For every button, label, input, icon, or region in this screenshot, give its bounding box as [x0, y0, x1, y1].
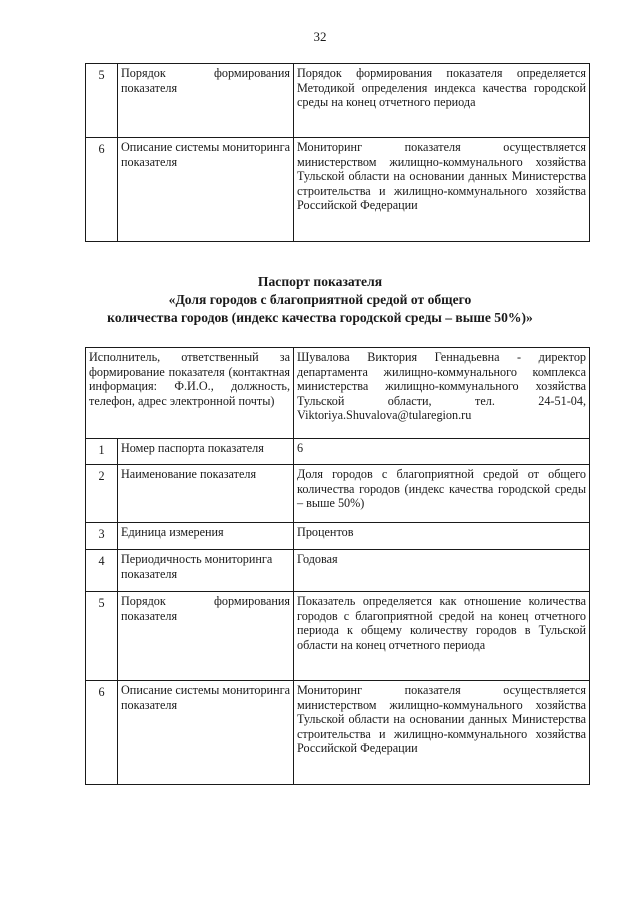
continued-indicator-table: [85, 63, 590, 242]
table-row: [86, 592, 590, 681]
row-value: Годовая: [294, 550, 590, 592]
row-label: Наименование показателя: [118, 465, 294, 523]
row-value: Процентов: [294, 523, 590, 550]
table-row: [86, 439, 590, 465]
table-row: [86, 681, 590, 785]
row-value: Мониторинг показателя осуществляется министерством жилищно-коммунального хозяйства Тульской области на основании данных Министерства строительства и жилищно-коммунального хозяйства Российской Федерации: [294, 138, 590, 242]
passport-subtitle-line2: количества городов (индекс качества городской среды – выше 50%)»: [107, 310, 533, 325]
row-number: 2: [86, 465, 118, 523]
row-number: 1: [86, 439, 118, 465]
row-label: Единица измерения: [118, 523, 294, 550]
row-label: Описание системы мониторинга показателя: [118, 681, 294, 785]
executor-value: Шувалова Виктория Геннадьевна - директор департамента жилищно-коммунального комплекса министерства жилищно-коммунального хозяйства Тульской области, тел. 24-51-04, Viktoriya.Shuvalova@tularegion.ru: [294, 348, 590, 439]
page-number: 32: [313, 29, 327, 44]
table-row: [86, 523, 590, 550]
passport-heading: [0, 273, 640, 327]
table-row: [86, 550, 590, 592]
row-value: Порядок формирования показателя определяется Методикой определения индекса качества городской среды на конец отчетного периода: [294, 64, 590, 138]
row-value: Показатель определяется как отношение количества городов с благоприятной средой на конец отчетного периода к общему количеству городов в Тульской области на конец отчетного периода: [294, 592, 590, 681]
row-number: 3: [86, 523, 118, 550]
passport-title: Паспорт показателя: [257, 274, 383, 289]
table-row: [86, 64, 590, 138]
row-value: Доля городов с благоприятной средой от общего количества городов (индекс качества городской среды – выше 50%): [294, 465, 590, 523]
row-label: Описание системы мониторинга показателя: [118, 138, 294, 242]
table-row: [86, 138, 590, 242]
row-label: Периодичность мониторинга показателя: [118, 550, 294, 592]
row-number: 6: [86, 681, 118, 785]
executor-label: Исполнитель, ответственный за формирование показателя (контактная информация: Ф.И.О., должность, телефон, адрес электронной почты): [86, 348, 294, 439]
row-number: 6: [86, 138, 118, 242]
executor-row: [86, 348, 590, 439]
passport-table: [85, 347, 590, 785]
row-label: Порядок формирования показателя: [118, 64, 294, 138]
table-row: [86, 465, 590, 523]
row-number: 5: [86, 64, 118, 138]
row-value: Мониторинг показателя осуществляется министерством жилищно-коммунального хозяйства Тульской области на основании данных Министерства строительства и жилищно-коммунального хозяйства Российской Федерации: [294, 681, 590, 785]
row-label: Порядок формирования показателя: [118, 592, 294, 681]
row-label: Номер паспорта показателя: [118, 439, 294, 465]
row-value: 6: [294, 439, 590, 465]
row-number: 5: [86, 592, 118, 681]
row-number: 4: [86, 550, 118, 592]
passport-subtitle-line1: «Доля городов с благоприятной средой от общего: [168, 292, 472, 307]
